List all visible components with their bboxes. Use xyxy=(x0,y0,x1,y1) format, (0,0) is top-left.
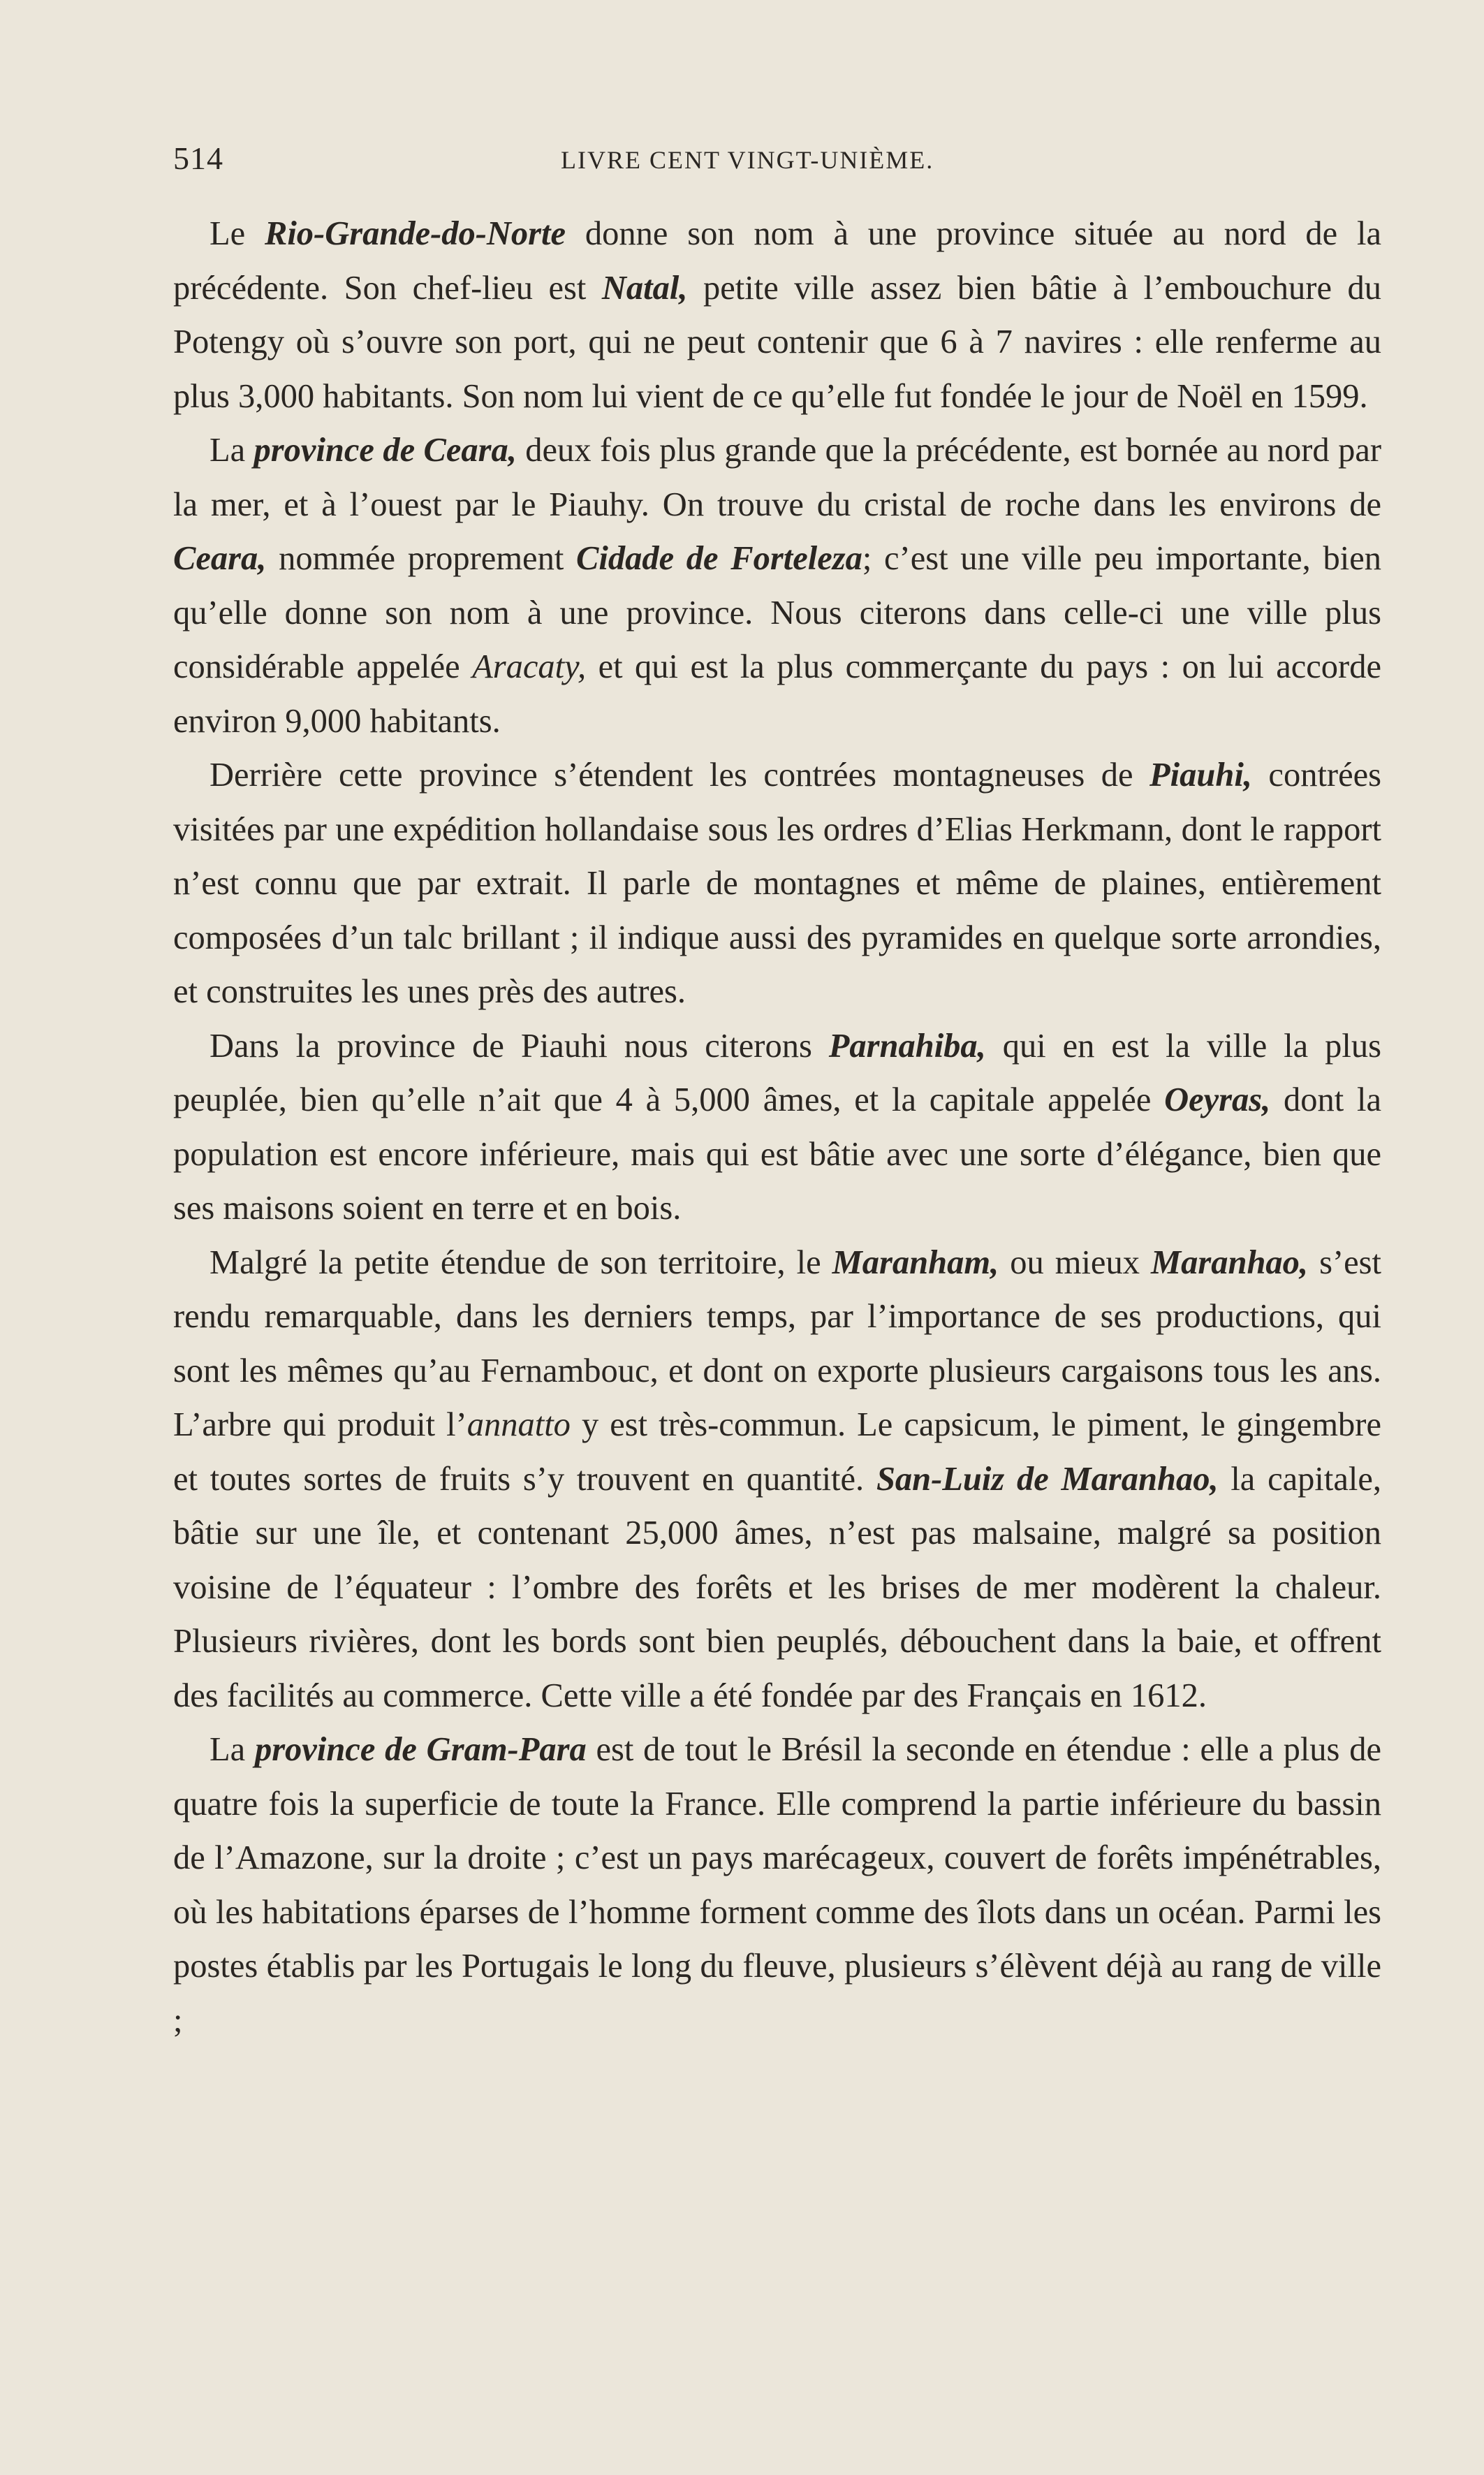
place-name: Rio-Grande-do-Norte xyxy=(264,215,566,252)
body-text xyxy=(173,207,1381,2047)
place-name: Piauhi, xyxy=(1149,757,1252,794)
paragraph-piauhi-cities: Dans la province de Piauhi nous citerons Parnahiba, qui en est la ville la plus peuplée, bien qu’elle n’ait que 4 à 5,000 âmes, et la capitale appelée Oeyras, dont la population est encore inférieure, mais qui est bâtie avec une sorte d’élégance, bien que ses maisons soient en terre et en bois. xyxy=(173,1027,1381,1227)
place-name: Maranham, xyxy=(832,1243,999,1281)
paragraph-maranhao: Malgré la petite étendue de son territoire, le Maranham, ou mieux Maranhao, s’est rendu remarquable, dans les derniers temps, par l’importance de ses productions, qui sont les mêmes qu’au Fernambouc, et dont on exporte plusieurs cargaisons tous les ans. L’arbre qui produit l’annatto y est très-commun. Le capsicum, le piment, le gingembre et toutes sortes de fruits s’y trouvent en quantité. San-Luiz de Maranhao, la capitale, bâtie sur une île, et contenant 25,000 âmes, n’est pas malsaine, malgré sa position voisine de l’équateur : l’ombre des forêts et les brises de mer modèrent la chaleur. Plusieurs rivières, dont les bords sont bien peuplés, débouchent dans la baie, et offrent des facilités au commerce. Cette ville a été fondée par des Français en 1612. xyxy=(173,1243,1381,1714)
place-name: San-Luiz de Maranhao, xyxy=(876,1460,1219,1498)
place-name: Cidade de Forteleza xyxy=(576,540,862,577)
place-name: Oeyras, xyxy=(1164,1081,1271,1118)
place-name: Ceara, xyxy=(173,540,267,577)
paragraph-gram-para: La province de Gram-Para est de tout le Brésil la seconde en étendue : elle a plus de quatre fois la superficie de toute la France. Elle comprend la partie inférieure du bassin de l’Amazone, sur la droite ; c’est un pays marécageux, couvert de forêts impénétrables, où les habitations éparses de l’homme forment comme des îlots dans un océan. Parmi les postes établis par les Portugais le long du fleuve, plusieurs s’élèvent déjà au rang de ville ; xyxy=(173,1731,1381,2039)
page-number: 514 xyxy=(173,140,223,176)
place-name: province de Gram-Para xyxy=(254,1731,587,1768)
place-name: Natal, xyxy=(601,269,688,307)
place-name: Maranhao, xyxy=(1150,1243,1309,1281)
place-name: Parnahiba, xyxy=(828,1027,986,1065)
paragraph-rio-grande-do-norte: Le Rio-Grande-do-Norte donne son nom à une province située au nord de la précédente. Son chef-lieu est Natal, petite ville assez bien bâtie à l’embouchure du Potengy où s’ouvre son port, qui ne peut contenir que 6 à 7 navires : elle renferme au plus 3,000 habitants. Son nom lui vient de ce qu’elle fut fondée le jour de Noël en 1599. xyxy=(173,215,1381,415)
term: annatto xyxy=(466,1406,571,1443)
running-head: LIVRE CENT VINGT-UNIÈME. xyxy=(561,146,934,174)
page-header xyxy=(173,140,1381,182)
paragraph-ceara: La province de Ceara, deux fois plus grande que la précédente, est bornée au nord par la mer, et à l’ouest par le Piauhy. On trouve du cristal de roche dans les environs de Ceara, nommée proprement Cidade de Forteleza; c’est une ville peu importante, bien qu’elle donne son nom à une province. Nous citerons dans celle-ci une ville plus considérable appelée Aracaty, et qui est la plus commerçante du pays : on lui accorde environ 9,000 habitants. xyxy=(173,432,1381,740)
place-name: Aracaty, xyxy=(472,648,587,685)
paragraph-piauhi-mountains: Derrière cette province s’étendent les contrées montagneuses de Piauhi, contrées visitées par une expédition hollandaise sous les ordres d’Elias Herkmann, dont le rapport n’est connu que par extrait. Il parle de montagnes et même de plaines, entièrement composées d’un talc brillant ; il indique aussi des pyramides en quelque sorte arrondies, et construites les unes près des autres. xyxy=(173,757,1381,1010)
book-page xyxy=(173,140,1381,2047)
place-name: province de Ceara, xyxy=(254,432,517,469)
